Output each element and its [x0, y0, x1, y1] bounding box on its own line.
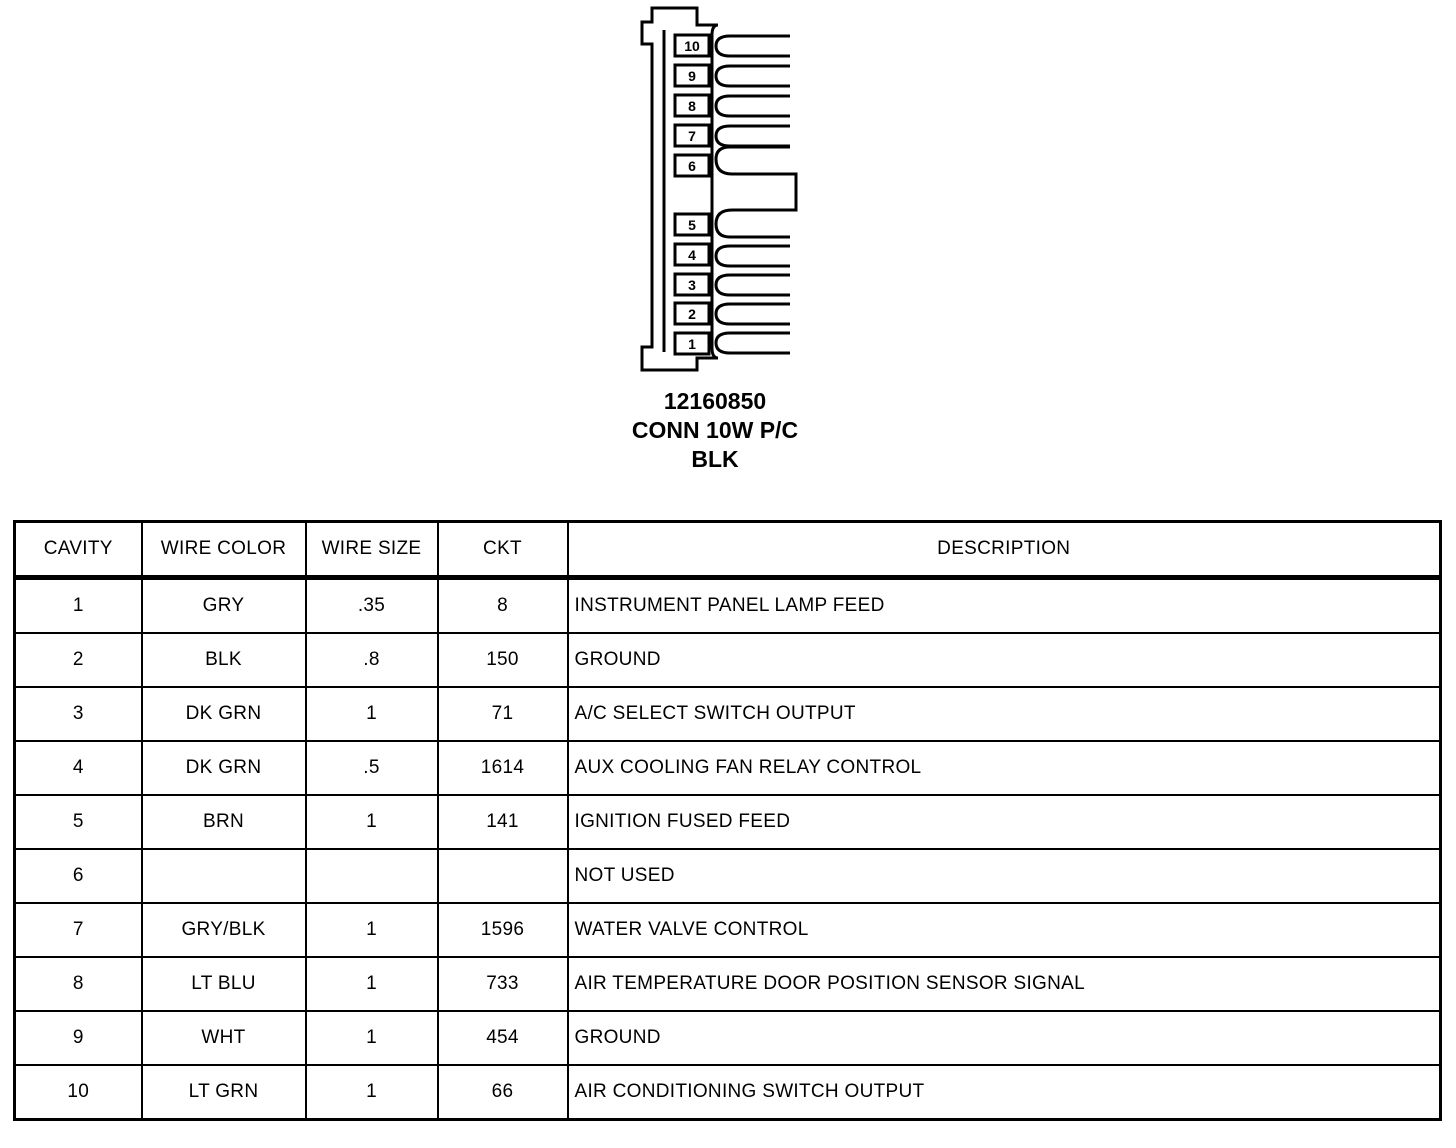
header-wire-color: WIRE COLOR [142, 522, 306, 578]
cavity-number: 5 [688, 217, 696, 233]
cell-wire-color: BLK [142, 633, 306, 687]
cell-ckt [438, 849, 568, 903]
cell-ckt: 454 [438, 1011, 568, 1065]
cell-cavity: 9 [15, 1011, 142, 1065]
cell-wire-size: .5 [306, 741, 438, 795]
cell-cavity: 6 [15, 849, 142, 903]
cell-ckt: 150 [438, 633, 568, 687]
cell-wire-color: GRY [142, 578, 306, 634]
cavity-marker [675, 95, 709, 116]
cell-cavity: 10 [15, 1065, 142, 1120]
cavity-marker [675, 125, 709, 146]
cell-cavity: 5 [15, 795, 142, 849]
cell-wire-size: 1 [306, 687, 438, 741]
cell-wire-size [306, 849, 438, 903]
connector-name: CONN 10W P/C [631, 417, 799, 443]
cell-description: AIR TEMPERATURE DOOR POSITION SENSOR SIGNAL [568, 957, 1441, 1011]
table-row [15, 957, 1441, 1011]
cavity-number: 6 [688, 158, 696, 174]
table-row [15, 687, 1441, 741]
cell-wire-size: 1 [306, 957, 438, 1011]
cavity-number: 7 [688, 128, 696, 144]
header-ckt: CKT [438, 522, 568, 578]
terminal-slot [716, 36, 790, 56]
table-row [15, 1011, 1441, 1065]
cavity-marker [675, 274, 709, 295]
cell-ckt: 8 [438, 578, 568, 634]
cavity-marker [675, 244, 709, 265]
cell-description: NOT USED [568, 849, 1441, 903]
cell-ckt: 66 [438, 1065, 568, 1120]
terminal-slot [716, 333, 790, 353]
cell-wire-size: 1 [306, 795, 438, 849]
terminal-slot [716, 275, 790, 295]
cell-wire-size: .35 [306, 578, 438, 634]
table-row [15, 1065, 1441, 1120]
cell-ckt: 141 [438, 795, 568, 849]
terminal-slot [716, 147, 796, 237]
table-header-row [15, 522, 1441, 578]
cell-cavity: 4 [15, 741, 142, 795]
table-row [15, 795, 1441, 849]
cavity-marker [675, 35, 709, 56]
cavity-table [13, 520, 1442, 1121]
cell-description: A/C SELECT SWITCH OUTPUT [568, 687, 1441, 741]
cell-wire-color: WHT [142, 1011, 306, 1065]
cell-wire-size: 1 [306, 1011, 438, 1065]
cell-wire-color: GRY/BLK [142, 903, 306, 957]
table-row [15, 633, 1441, 687]
cell-cavity: 7 [15, 903, 142, 957]
cell-cavity: 1 [15, 578, 142, 634]
cavity-marker [675, 65, 709, 86]
cavity-number: 9 [688, 68, 696, 84]
cell-wire-size: .8 [306, 633, 438, 687]
cavity-number: 1 [688, 336, 696, 352]
header-wire-size: WIRE SIZE [306, 522, 438, 578]
terminal-slot [716, 126, 790, 146]
terminal-slot [716, 96, 790, 116]
cavity-number: 2 [688, 306, 696, 322]
cell-wire-color: DK GRN [142, 687, 306, 741]
cell-wire-size: 1 [306, 1065, 438, 1120]
connector-part-number: 12160850 [663, 388, 767, 414]
cell-description: AUX COOLING FAN RELAY CONTROL [568, 741, 1441, 795]
cavity-number: 4 [688, 247, 696, 263]
cell-ckt: 71 [438, 687, 568, 741]
table-row [15, 849, 1441, 903]
cavity-marker [675, 155, 709, 176]
cell-description: INSTRUMENT PANEL LAMP FEED [568, 578, 1441, 634]
table-row [15, 741, 1441, 795]
cell-cavity: 8 [15, 957, 142, 1011]
cell-ckt: 1596 [438, 903, 568, 957]
cell-description: GROUND [568, 1011, 1441, 1065]
cavity-number: 10 [684, 38, 700, 54]
cavity-marker [675, 214, 709, 235]
cell-wire-color: DK GRN [142, 741, 306, 795]
cell-description: WATER VALVE CONTROL [568, 903, 1441, 957]
terminal-slot [716, 66, 790, 86]
cell-description: AIR CONDITIONING SWITCH OUTPUT [568, 1065, 1441, 1120]
cavity-marker [675, 333, 709, 354]
connector-color: BLK [691, 446, 739, 472]
cell-wire-size: 1 [306, 903, 438, 957]
cell-ckt: 733 [438, 957, 568, 1011]
terminal-slot [716, 246, 790, 266]
cavity-number: 3 [688, 277, 696, 293]
cell-wire-color [142, 849, 306, 903]
header-cavity: CAVITY [15, 522, 142, 578]
cavity-number: 8 [688, 98, 696, 114]
header-description: DESCRIPTION [568, 522, 1441, 578]
cell-cavity: 3 [15, 687, 142, 741]
cell-description: GROUND [568, 633, 1441, 687]
cell-cavity: 2 [15, 633, 142, 687]
cell-wire-color: LT BLU [142, 957, 306, 1011]
cell-ckt: 1614 [438, 741, 568, 795]
cavity-marker [675, 303, 709, 324]
table-row [15, 903, 1441, 957]
cell-wire-color: BRN [142, 795, 306, 849]
cell-wire-color: LT GRN [142, 1065, 306, 1120]
terminal-slot [716, 304, 790, 324]
cell-description: IGNITION FUSED FEED [568, 795, 1441, 849]
table-row [15, 578, 1441, 634]
